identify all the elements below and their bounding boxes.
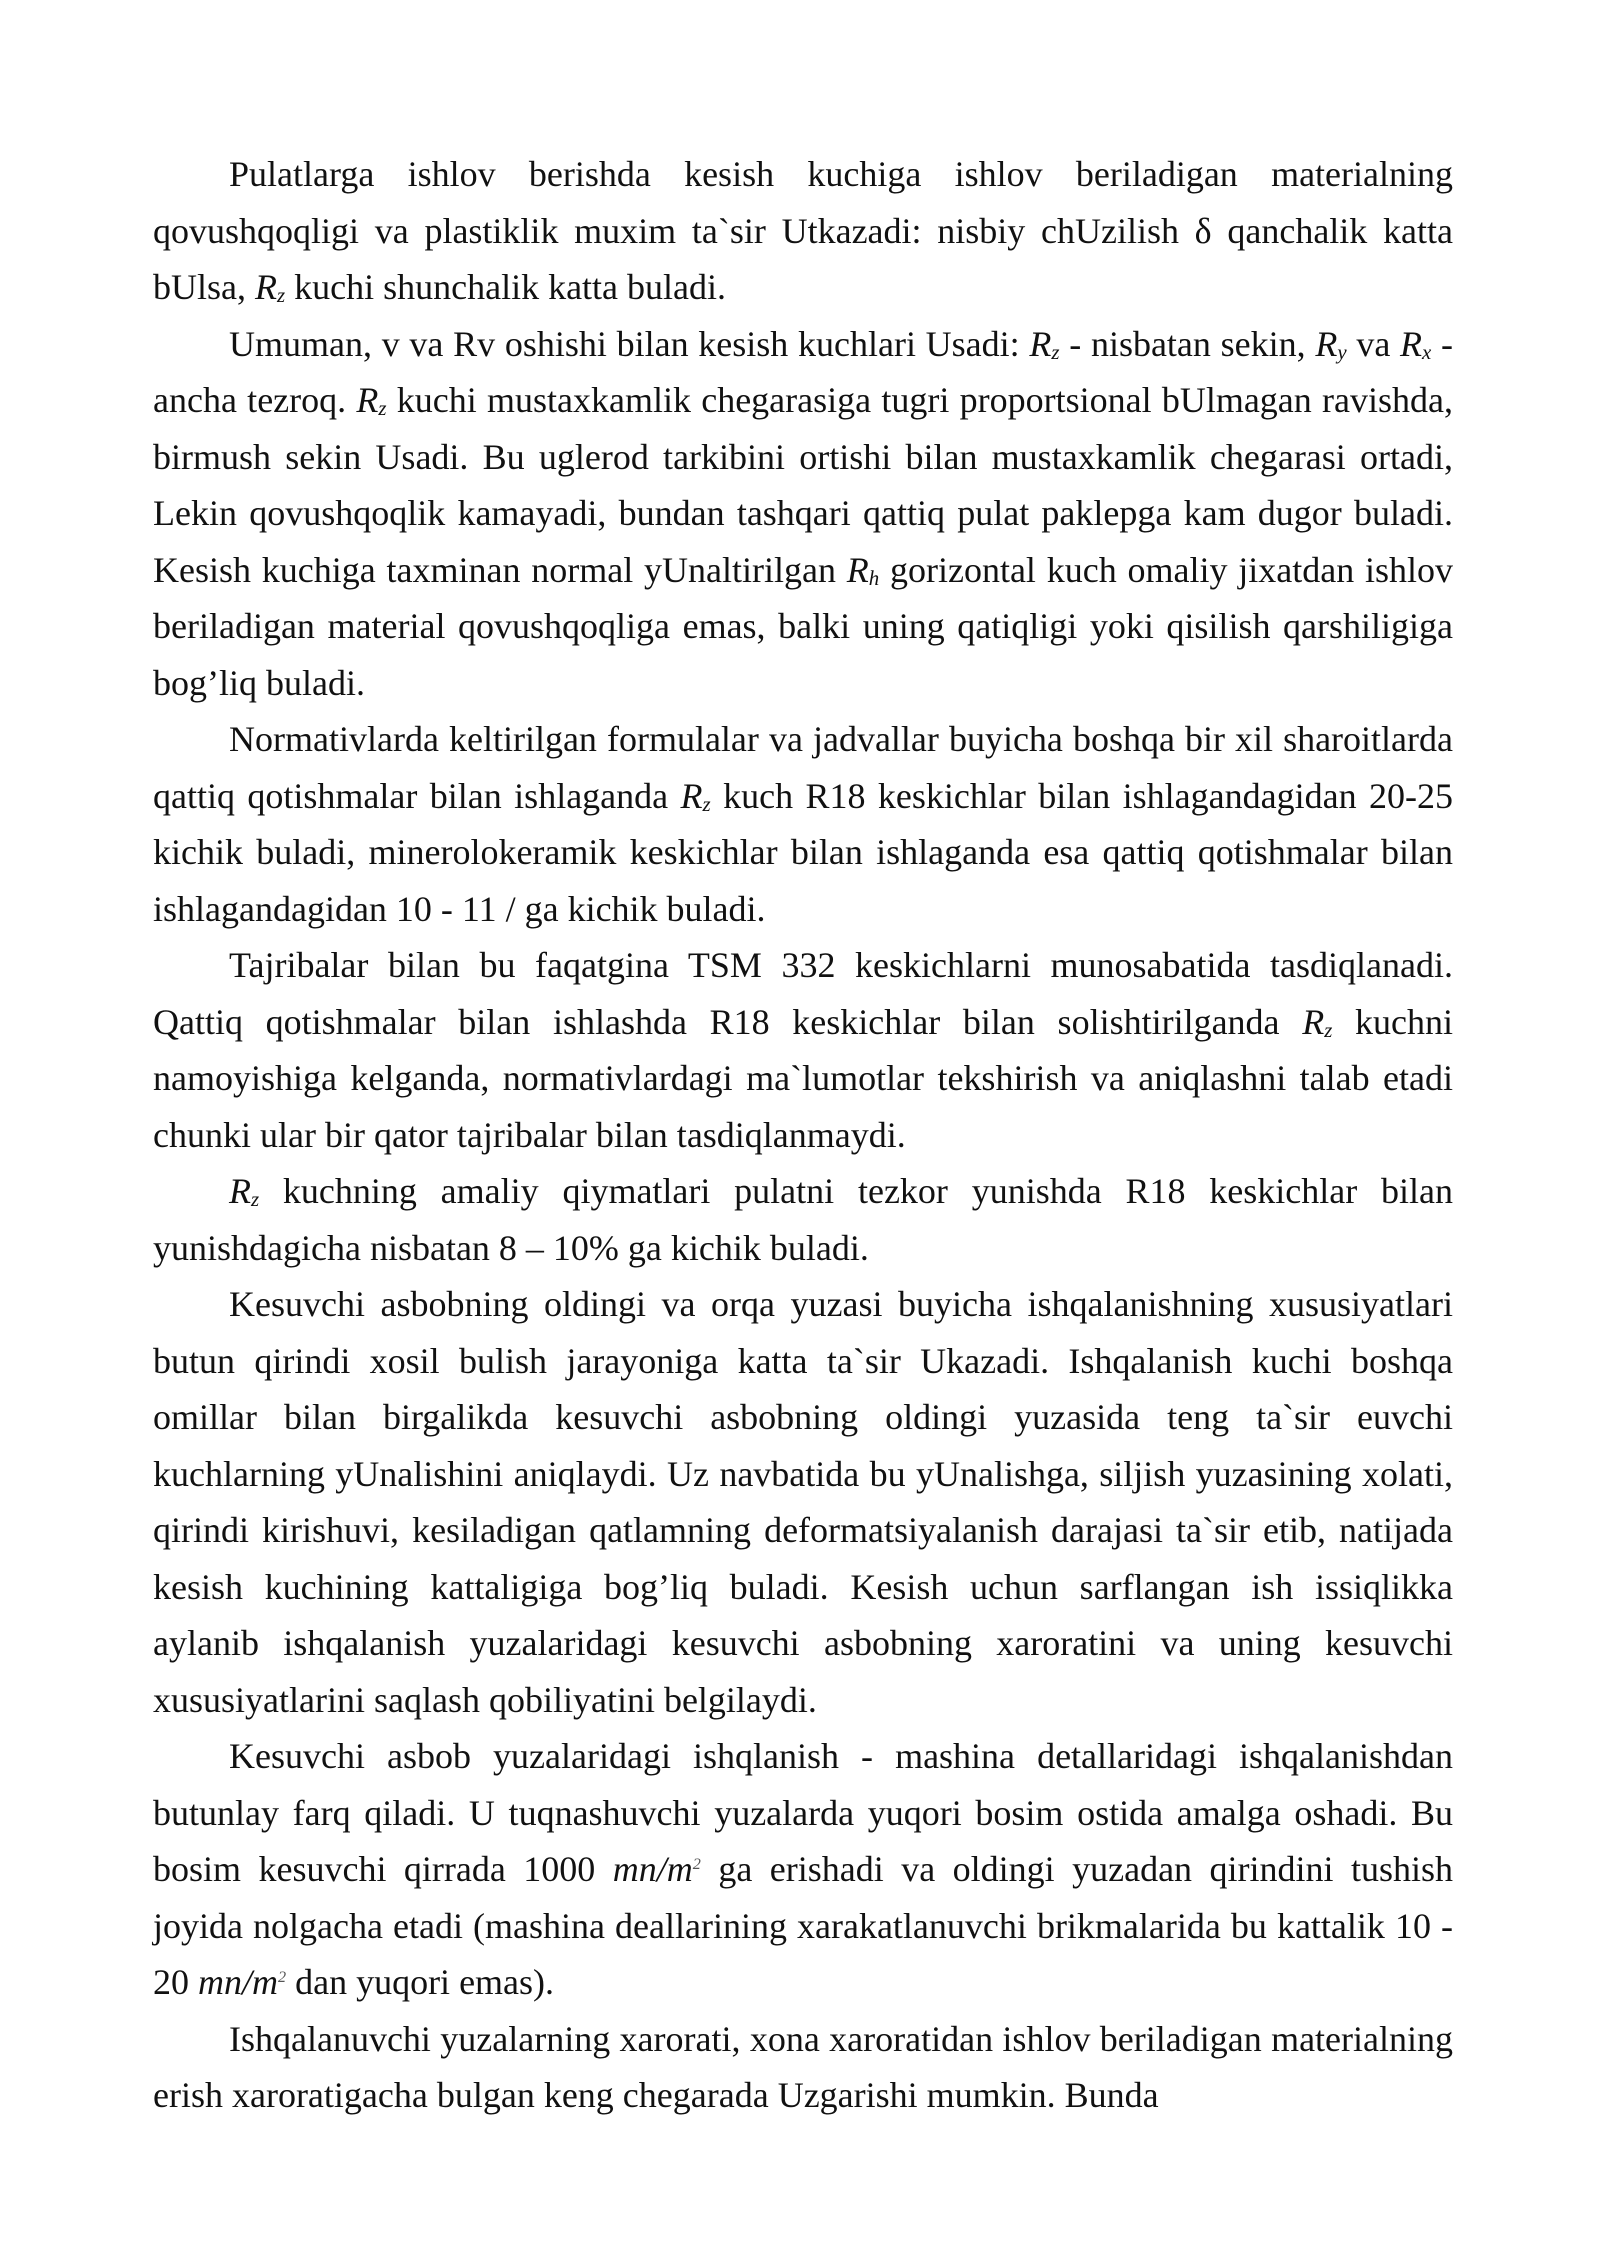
- symbol-base: mn/m: [612, 1849, 693, 1889]
- symbol-subscript: z: [1051, 339, 1060, 364]
- symbol-subscript: z: [277, 283, 286, 308]
- text-run: kuchning amaliy qiymatlari pulatni tezkor yunishda R18 keskichlar bilan yunishdagicha nisbatan 8 – 10% ga kichik buladi.: [153, 1171, 1453, 1268]
- text-run: Kesuvchi asbob yuzalaridagi ishqlanish - mashina detallaridagi ishqalanishdan butunlay farq qiladi. U tuqnashuvchi yuzalarda yuqori bosim ostida amalga oshadi. Bu bosim kesuvchi qirrada 1000: [153, 1736, 1453, 1889]
- text-run: Umuman, v va Rv oshishi bilan kesish kuchlari Usadi:: [229, 323, 1030, 364]
- symbol-base: R: [1302, 1001, 1325, 1042]
- paragraph-1: [153, 146, 1453, 316]
- math-symbol: [255, 267, 285, 307]
- paragraph-8: [153, 2011, 1453, 2124]
- paragraph-3: [153, 711, 1453, 937]
- math-symbol: [356, 380, 386, 420]
- symbol-subscript: y: [1337, 339, 1347, 364]
- symbol-subscript: z: [702, 791, 711, 816]
- symbol-base: R: [1400, 323, 1423, 364]
- paragraph-6: [153, 1276, 1453, 1728]
- text-run: dan yuqori emas).: [286, 1962, 555, 2002]
- math-symbol: [198, 1962, 286, 2002]
- math-symbol: [1315, 324, 1346, 364]
- text-run: gorizontal kuch omaliy jixatdan ishlov beriladigan material qovushqoqliga emas, balki uning qatiqligi yoki qisilish qarshiligiga bog’liq buladi.: [153, 549, 1454, 703]
- math-symbol: [229, 1171, 259, 1211]
- symbol-superscript: 2: [692, 1854, 701, 1873]
- symbol-subscript: x: [1422, 339, 1432, 364]
- text-run: Normativlarda keltirilgan formulalar va jadvallar buyicha boshqa bir xil sharoitlarda qattiq qotishmalar bilan ishlaganda: [153, 719, 1453, 816]
- text-run: kuchi mustaxkamlik chegarasiga tugri proportsional bUlmagan ravishda, birmush sekin Usadi. Bu uglerod tarkibini ortishi bilan mustaxkamlik chegarasi ortadi, Lekin qovushqoqlik kamayadi, bundan tashqari qattiq pulat paklepga kam dugor buladi. Kesish kuchiga taxminan normal yUnaltirilgan: [153, 380, 1453, 590]
- paragraph-2: [153, 316, 1453, 712]
- math-symbol: [1400, 324, 1431, 364]
- symbol-base: R: [229, 1171, 251, 1211]
- text-run: kuchni namoyishiga kelganda, normativlardagi ma`lumotlar tekshirish va aniqlashni talab etadi chunki ular bir qator tajribalar bilan tasdiqlanmaydi.: [153, 1001, 1453, 1155]
- math-symbol: [847, 550, 879, 590]
- math-symbol: [1029, 324, 1059, 364]
- text-run: va: [1346, 323, 1401, 364]
- text-run: Ishqalanuvchi yuzalarning xarorati, xona xaroratidan ishlov beriladigan materialning erish xaroratigacha bulgan keng chegarada Uzgarishi mumkin. Bunda: [153, 2018, 1453, 2115]
- text-run: Tajribalar bilan bu faqatgina TSM 332 keskichlarni munosabatida tasdiqlanadi. Qattiq qotishmalar bilan ishlashda R18 keskichlar bilan solishtirilganda: [153, 945, 1453, 1042]
- symbol-base: R: [356, 380, 379, 420]
- symbol-subscript: h: [868, 565, 880, 590]
- text-run: kuch R18 keskichlar bilan ishlagandagidan 20-25 kichik buladi, minerolokeramik keskichlar bilan ishlaganda esa qattiq qotishmalar bilan ishlagandagidan 10 - 11 / ga kichik buladi.: [153, 775, 1453, 929]
- symbol-superscript: 2: [278, 1967, 287, 1986]
- math-symbol: [1302, 1002, 1332, 1042]
- symbol-base: R: [255, 267, 277, 307]
- text-run: -ancha tezroq.: [153, 323, 1454, 420]
- symbol-base: R: [846, 549, 869, 590]
- text-run: Pulatlarga ishlov berishda kesish kuchiga ishlov beriladigan materialning qovushqoqligi va plastiklik muxim ta`sir Utkazadi: nisbiy chUzilish δ qanchalik katta bUlsa,: [153, 154, 1453, 307]
- text-run: Kesuvchi asbobning oldingi va orqa yuzasi buyicha ishqalanishning xususiyatlari butun qirindi xosil bulish jarayoniga katta ta`sir Ukazadi. Ishqalanish kuchi boshqa omillar bilan birgalikda kesuvchi asbobning oldingi yuzasida teng ta`sir euvchi kuchlarning yUnalishini aniqlaydi. Uz navbatida bu yUnalishga, siljish yuzasining xolati, qirindi kirishuvi, kesiladigan qatlamning deformatsiyalanish darajasi ta`sir etib, natijada kesish kuchining kattaligiga bog’liq buladi. Kesish uchun sarflangan ish issiqlikka aylanib ishqalanish yuzalaridagi kesuvchi asbobning xaroratini va uning kesuvchi xususiyatlarini saqlash qobiliyatini belgilaydi.: [153, 1284, 1453, 1720]
- symbol-base: R: [1315, 323, 1338, 364]
- text-run: - nisbatan sekin,: [1059, 323, 1316, 364]
- math-symbol: [613, 1849, 701, 1889]
- symbol-subscript: z: [1324, 1017, 1333, 1042]
- math-symbol: [681, 776, 711, 816]
- symbol-base: R: [680, 775, 703, 816]
- document-body: [153, 146, 1453, 2124]
- symbol-base: mn/m: [198, 1962, 278, 2002]
- text-run: ga erishadi va oldingi yuzadan qirindini tushish joyida nolgacha etadi (mashina deallarining xarakatlanuvchi brikmalarida bu kattalik 10 - 20: [153, 1849, 1453, 2002]
- paragraph-7: [153, 1728, 1453, 2011]
- symbol-subscript: z: [251, 1187, 260, 1212]
- symbol-subscript: z: [378, 396, 387, 421]
- paragraph-4: [153, 937, 1453, 1163]
- text-run: kuchi shunchalik katta buladi.: [285, 267, 727, 307]
- paragraph-5: [153, 1163, 1453, 1276]
- symbol-base: R: [1029, 323, 1052, 364]
